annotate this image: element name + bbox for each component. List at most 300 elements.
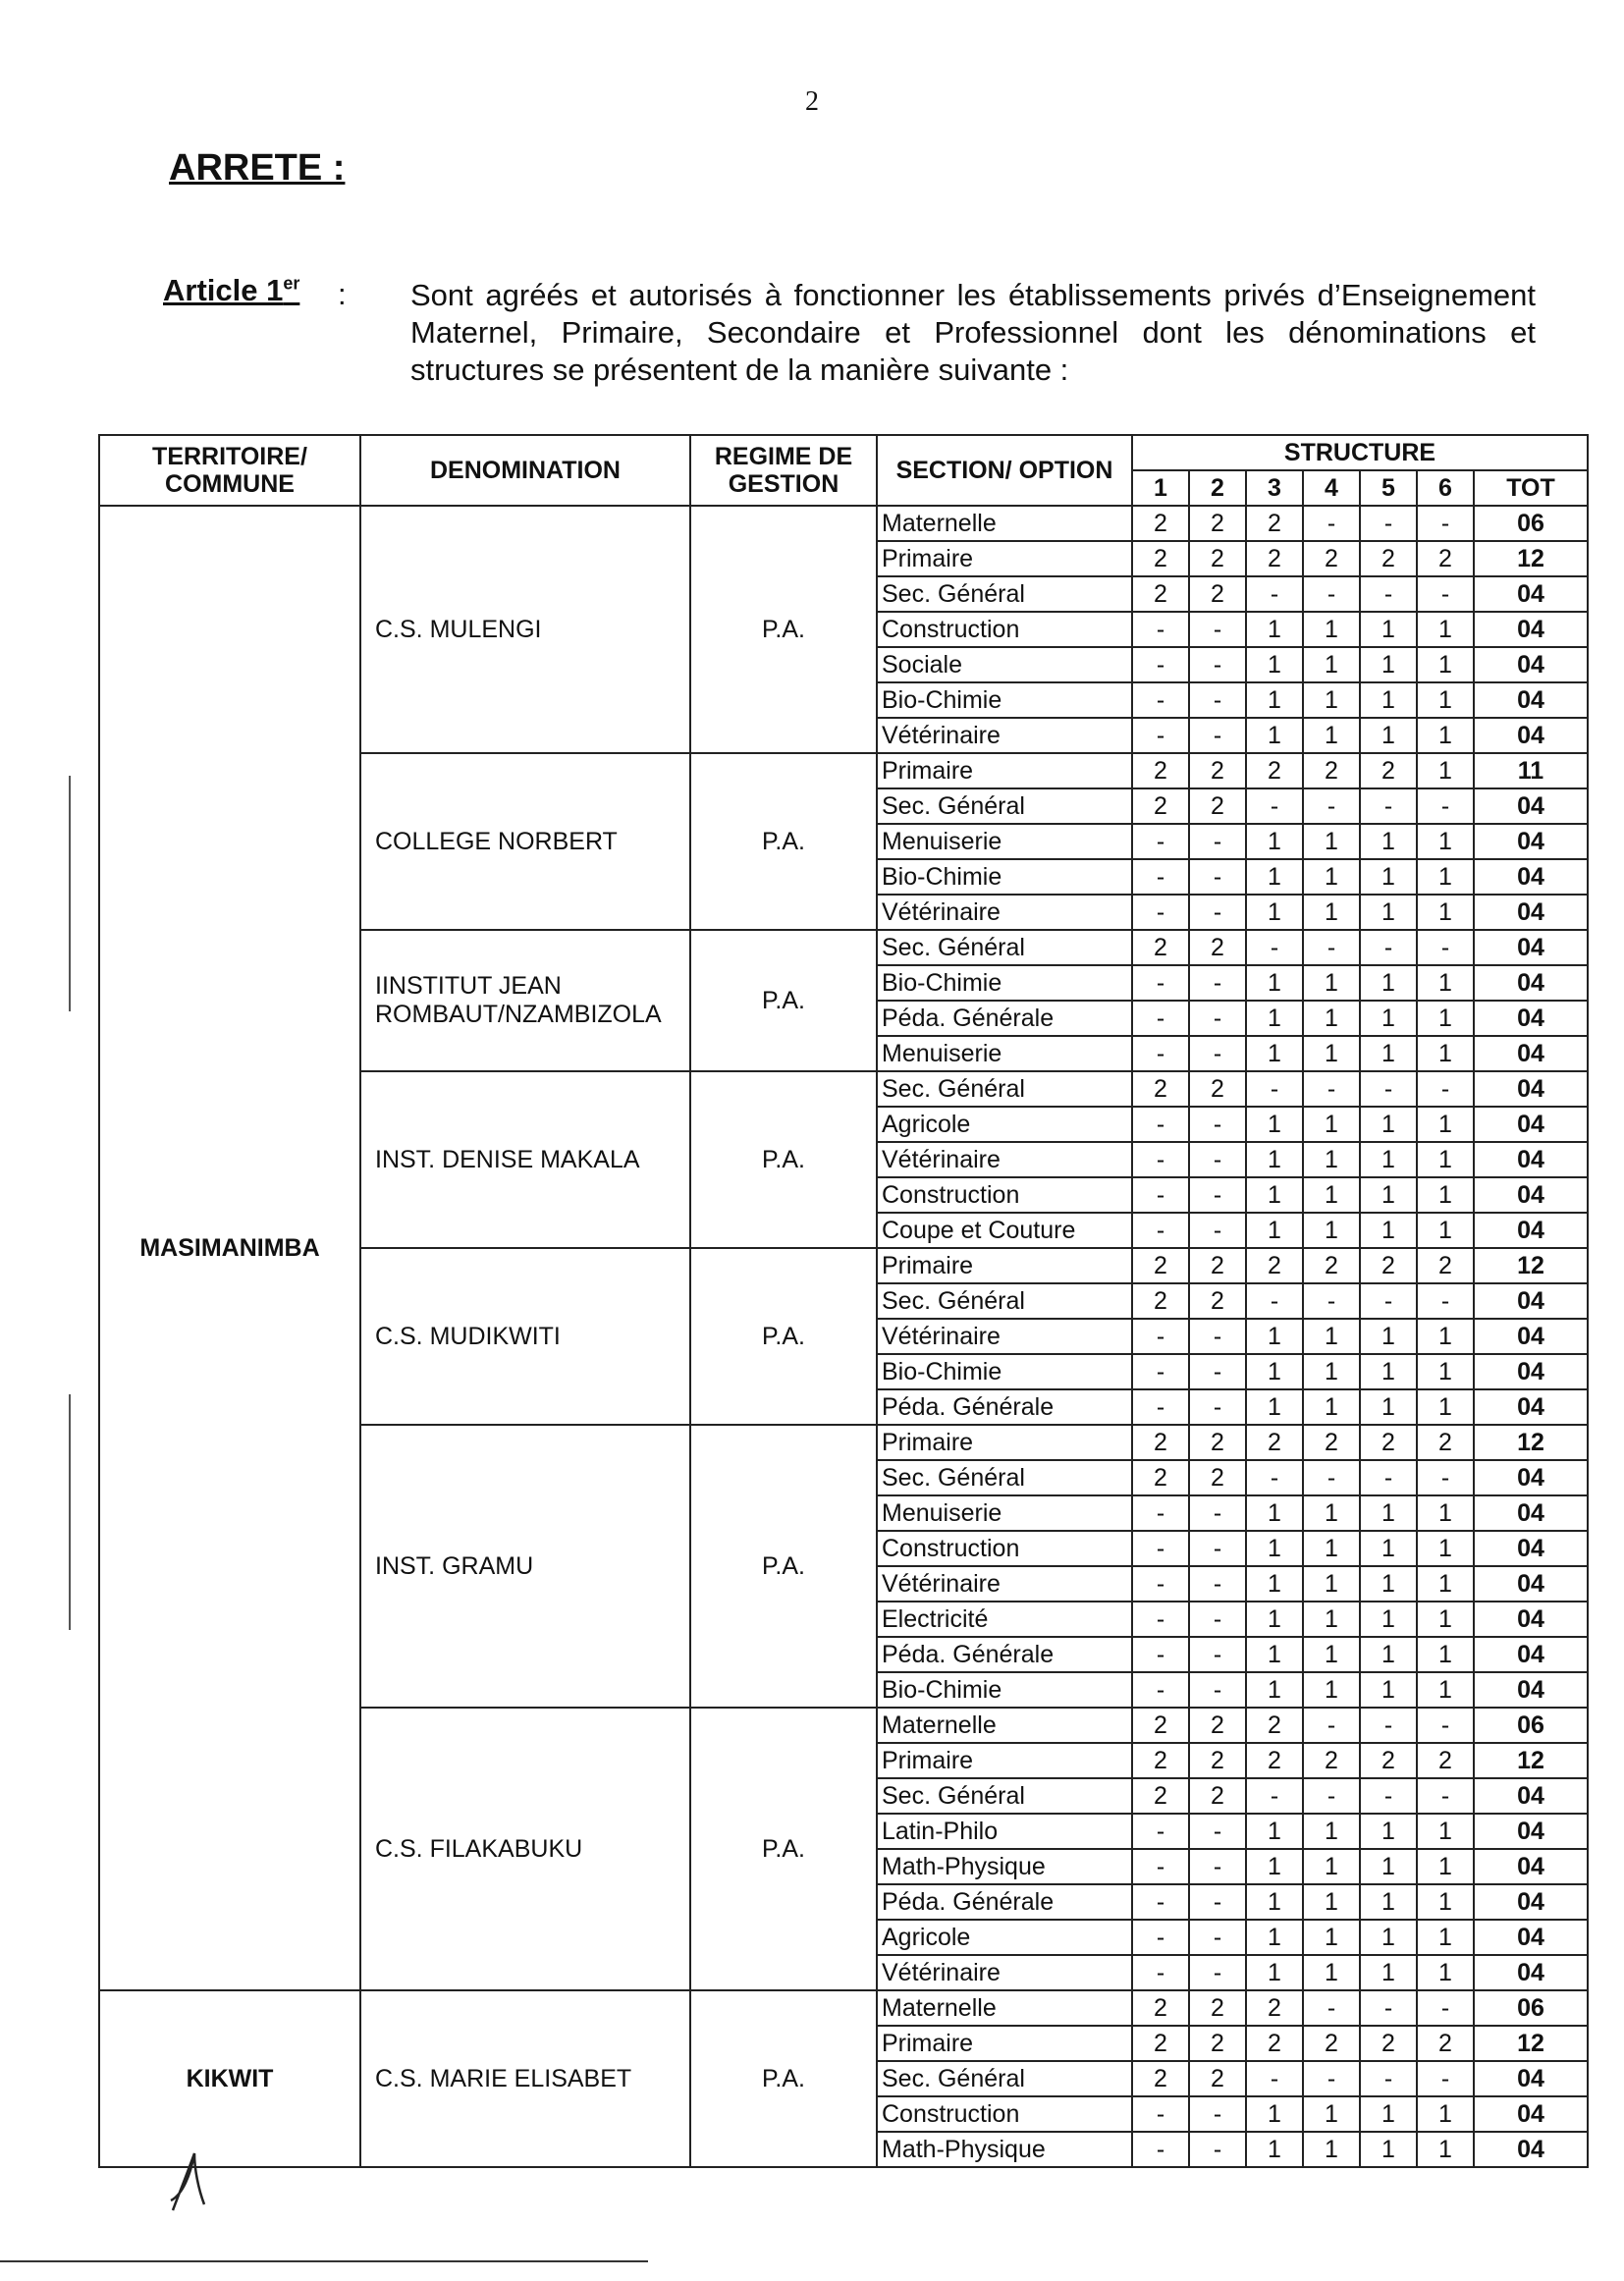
level-1-cell: - [1132, 1354, 1189, 1389]
level-3-cell: 1 [1246, 965, 1303, 1001]
section-cell: Construction [877, 612, 1132, 647]
section-cell: Latin-Philo [877, 1814, 1132, 1849]
level-1-cell: - [1132, 1001, 1189, 1036]
level-1-cell: - [1132, 824, 1189, 859]
level-6-cell: - [1417, 506, 1474, 541]
level-6-cell: - [1417, 1778, 1474, 1814]
section-cell: Bio-Chimie [877, 1354, 1132, 1389]
level-5-cell: 2 [1360, 1248, 1417, 1283]
level-3-cell: 1 [1246, 647, 1303, 682]
section-cell: Péda. Générale [877, 1001, 1132, 1036]
regime-cell: P.A. [690, 506, 877, 753]
level-1-cell: - [1132, 895, 1189, 930]
level-1-cell: 2 [1132, 541, 1189, 576]
section-cell: Sec. Général [877, 576, 1132, 612]
total-cell: 12 [1474, 1743, 1588, 1778]
level-5-cell: 1 [1360, 1672, 1417, 1708]
level-5-cell: 1 [1360, 612, 1417, 647]
level-5-cell: 1 [1360, 1354, 1417, 1389]
level-5-cell: 1 [1360, 1531, 1417, 1566]
level-5-cell: 1 [1360, 1036, 1417, 1071]
section-cell: Péda. Générale [877, 1884, 1132, 1920]
level-6-cell: - [1417, 1071, 1474, 1107]
section-cell: Construction [877, 1177, 1132, 1213]
section-cell: Vétérinaire [877, 718, 1132, 753]
level-2-cell: 2 [1189, 541, 1246, 576]
total-cell: 04 [1474, 1036, 1588, 1071]
level-1-cell: 2 [1132, 1248, 1189, 1283]
level-3-cell: 1 [1246, 1531, 1303, 1566]
header-level-2: 2 [1189, 470, 1246, 506]
total-cell: 04 [1474, 1213, 1588, 1248]
level-6-cell: 1 [1417, 1955, 1474, 1990]
total-cell: 12 [1474, 2026, 1588, 2061]
table-row [99, 506, 1588, 541]
section-cell: Math-Physique [877, 1849, 1132, 1884]
level-1-cell: 2 [1132, 1283, 1189, 1319]
level-3-cell: 2 [1246, 1708, 1303, 1743]
level-1-cell: - [1132, 2096, 1189, 2132]
total-cell: 06 [1474, 506, 1588, 541]
level-1-cell: 2 [1132, 1778, 1189, 1814]
level-5-cell: - [1360, 1778, 1417, 1814]
level-2-cell: - [1189, 1955, 1246, 1990]
section-cell: Maternelle [877, 506, 1132, 541]
level-5-cell: 1 [1360, 859, 1417, 895]
level-6-cell: 1 [1417, 1177, 1474, 1213]
level-5-cell: 2 [1360, 1743, 1417, 1778]
header-regime: REGIME DE GESTION [690, 435, 877, 506]
level-2-cell: - [1189, 2132, 1246, 2167]
level-3-cell: 1 [1246, 1566, 1303, 1602]
level-3-cell: - [1246, 788, 1303, 824]
level-5-cell: 2 [1360, 2026, 1417, 2061]
section-cell: Sec. Général [877, 788, 1132, 824]
level-4-cell: 2 [1303, 1425, 1360, 1460]
level-6-cell: 1 [1417, 612, 1474, 647]
level-3-cell: 1 [1246, 1107, 1303, 1142]
level-2-cell: 2 [1189, 788, 1246, 824]
total-cell: 04 [1474, 2096, 1588, 2132]
level-1-cell: - [1132, 859, 1189, 895]
level-3-cell: - [1246, 2061, 1303, 2096]
level-3-cell: 2 [1246, 1248, 1303, 1283]
level-3-cell: 1 [1246, 1495, 1303, 1531]
level-1-cell: 2 [1132, 753, 1189, 788]
total-cell: 04 [1474, 1001, 1588, 1036]
denomination-cell: C.S. MUDIKWITI [360, 1248, 690, 1425]
level-6-cell: 1 [1417, 1213, 1474, 1248]
section-cell: Péda. Générale [877, 1389, 1132, 1425]
level-2-cell: - [1189, 1319, 1246, 1354]
level-5-cell: 1 [1360, 1001, 1417, 1036]
level-3-cell: - [1246, 1778, 1303, 1814]
section-cell: Primaire [877, 1743, 1132, 1778]
level-5-cell: - [1360, 506, 1417, 541]
level-1-cell: - [1132, 1602, 1189, 1637]
level-3-cell: 1 [1246, 2132, 1303, 2167]
total-cell: 04 [1474, 1637, 1588, 1672]
level-4-cell: 1 [1303, 1213, 1360, 1248]
level-2-cell: - [1189, 895, 1246, 930]
level-3-cell: 2 [1246, 541, 1303, 576]
level-3-cell: 1 [1246, 1602, 1303, 1637]
level-6-cell: - [1417, 576, 1474, 612]
level-1-cell: - [1132, 1531, 1189, 1566]
level-3-cell: 1 [1246, 612, 1303, 647]
total-cell: 04 [1474, 718, 1588, 753]
section-cell: Primaire [877, 1425, 1132, 1460]
section-cell: Vétérinaire [877, 895, 1132, 930]
level-6-cell: 1 [1417, 682, 1474, 718]
article-label [163, 273, 299, 308]
total-cell: 12 [1474, 1248, 1588, 1283]
total-cell: 04 [1474, 1920, 1588, 1955]
level-2-cell: 2 [1189, 1071, 1246, 1107]
article-label-sup: er [283, 273, 300, 294]
level-6-cell: 1 [1417, 1637, 1474, 1672]
section-cell: Menuiserie [877, 1495, 1132, 1531]
level-3-cell: 1 [1246, 1637, 1303, 1672]
level-4-cell: 1 [1303, 647, 1360, 682]
level-2-cell: - [1189, 1884, 1246, 1920]
total-cell: 04 [1474, 930, 1588, 965]
level-6-cell: 1 [1417, 859, 1474, 895]
section-cell: Vétérinaire [877, 1319, 1132, 1354]
header-section: SECTION/ OPTION [877, 435, 1132, 506]
section-cell: Primaire [877, 753, 1132, 788]
regime-cell: P.A. [690, 1990, 877, 2167]
level-4-cell: 1 [1303, 895, 1360, 930]
level-5-cell: 1 [1360, 1177, 1417, 1213]
section-cell: Agricole [877, 1107, 1132, 1142]
level-4-cell: 1 [1303, 1354, 1360, 1389]
level-5-cell: 1 [1360, 647, 1417, 682]
regime-cell: P.A. [690, 930, 877, 1071]
level-6-cell: 1 [1417, 1389, 1474, 1425]
total-cell: 04 [1474, 1955, 1588, 1990]
level-2-cell: - [1189, 1213, 1246, 1248]
level-2-cell: 2 [1189, 1743, 1246, 1778]
level-5-cell: - [1360, 1990, 1417, 2026]
level-6-cell: 1 [1417, 647, 1474, 682]
level-6-cell: 1 [1417, 718, 1474, 753]
total-cell: 04 [1474, 1531, 1588, 1566]
level-6-cell: - [1417, 930, 1474, 965]
level-4-cell: 1 [1303, 1389, 1360, 1425]
level-2-cell: - [1189, 1001, 1246, 1036]
level-1-cell: 2 [1132, 1708, 1189, 1743]
total-cell: 04 [1474, 824, 1588, 859]
level-4-cell: 1 [1303, 824, 1360, 859]
total-cell: 04 [1474, 1884, 1588, 1920]
level-1-cell: 2 [1132, 930, 1189, 965]
denomination-cell: COLLEGE NORBERT [360, 753, 690, 930]
level-4-cell: 1 [1303, 1036, 1360, 1071]
section-cell: Péda. Générale [877, 1637, 1132, 1672]
section-cell: Sec. Général [877, 1071, 1132, 1107]
table-body [99, 506, 1588, 2167]
section-cell: Primaire [877, 2026, 1132, 2061]
level-6-cell: 2 [1417, 2026, 1474, 2061]
level-1-cell: - [1132, 1389, 1189, 1425]
level-3-cell: 2 [1246, 753, 1303, 788]
total-cell: 04 [1474, 1602, 1588, 1637]
level-6-cell: - [1417, 1283, 1474, 1319]
header-territoire: TERRITOIRE/ COMMUNE [99, 435, 360, 506]
level-6-cell: 1 [1417, 753, 1474, 788]
regime-cell: P.A. [690, 1071, 877, 1248]
level-5-cell: 1 [1360, 895, 1417, 930]
level-4-cell: - [1303, 1708, 1360, 1743]
denomination-cell: INST. GRAMU [360, 1425, 690, 1708]
level-5-cell: 1 [1360, 2096, 1417, 2132]
level-2-cell: - [1189, 1389, 1246, 1425]
level-5-cell: 1 [1360, 1884, 1417, 1920]
level-5-cell: 1 [1360, 1495, 1417, 1531]
level-6-cell: 1 [1417, 1814, 1474, 1849]
level-3-cell: - [1246, 1460, 1303, 1495]
level-5-cell: 1 [1360, 1849, 1417, 1884]
level-3-cell: 1 [1246, 1213, 1303, 1248]
level-3-cell: - [1246, 576, 1303, 612]
level-4-cell: 1 [1303, 1955, 1360, 1990]
level-4-cell: 1 [1303, 1637, 1360, 1672]
section-cell: Construction [877, 1531, 1132, 1566]
total-cell: 04 [1474, 647, 1588, 682]
signature-mark [165, 2145, 224, 2214]
level-3-cell: 1 [1246, 859, 1303, 895]
level-4-cell: 1 [1303, 1920, 1360, 1955]
level-6-cell: 1 [1417, 1036, 1474, 1071]
level-1-cell: 2 [1132, 1743, 1189, 1778]
level-3-cell: 2 [1246, 2026, 1303, 2061]
level-6-cell: - [1417, 1990, 1474, 2026]
page-number: 2 [805, 86, 819, 117]
header-level-5: 5 [1360, 470, 1417, 506]
section-cell: Coupe et Couture [877, 1213, 1132, 1248]
level-1-cell: - [1132, 965, 1189, 1001]
level-1-cell: 2 [1132, 576, 1189, 612]
level-2-cell: 2 [1189, 1248, 1246, 1283]
header-level-1: 1 [1132, 470, 1189, 506]
section-cell: Bio-Chimie [877, 859, 1132, 895]
level-1-cell: - [1132, 1495, 1189, 1531]
level-1-cell: 2 [1132, 2061, 1189, 2096]
level-1-cell: - [1132, 612, 1189, 647]
level-5-cell: 1 [1360, 1319, 1417, 1354]
level-1-cell: - [1132, 1955, 1189, 1990]
level-5-cell: - [1360, 1071, 1417, 1107]
level-4-cell: - [1303, 788, 1360, 824]
regime-cell: P.A. [690, 1425, 877, 1708]
level-4-cell: 1 [1303, 2132, 1360, 2167]
section-cell: Menuiserie [877, 1036, 1132, 1071]
level-3-cell: - [1246, 930, 1303, 965]
level-4-cell: 1 [1303, 1319, 1360, 1354]
section-cell: Sociale [877, 647, 1132, 682]
level-1-cell: - [1132, 718, 1189, 753]
level-6-cell: 2 [1417, 541, 1474, 576]
table-row [99, 1990, 1588, 2026]
level-3-cell: 1 [1246, 718, 1303, 753]
level-5-cell: - [1360, 788, 1417, 824]
heading-arrete: ARRETE : [169, 147, 346, 189]
total-cell: 04 [1474, 1177, 1588, 1213]
total-cell: 04 [1474, 1814, 1588, 1849]
article-text: Sont agréés et autorisés à fonctionner les établissements privés d’Enseignement Maternel, Primaire, Secondaire et Professionnel dont les dénominations et structures se présentent de la manière suivante : [410, 278, 1536, 387]
section-cell: Vétérinaire [877, 1955, 1132, 1990]
level-3-cell: 2 [1246, 506, 1303, 541]
level-3-cell: 1 [1246, 1920, 1303, 1955]
level-6-cell: 1 [1417, 1319, 1474, 1354]
level-1-cell: - [1132, 1672, 1189, 1708]
level-6-cell: 1 [1417, 1354, 1474, 1389]
level-1-cell: - [1132, 1319, 1189, 1354]
level-4-cell: - [1303, 576, 1360, 612]
level-2-cell: - [1189, 2096, 1246, 2132]
section-cell: Sec. Général [877, 2061, 1132, 2096]
level-6-cell: 1 [1417, 1602, 1474, 1637]
level-6-cell: 1 [1417, 1107, 1474, 1142]
level-2-cell: - [1189, 647, 1246, 682]
level-5-cell: 1 [1360, 965, 1417, 1001]
level-5-cell: 1 [1360, 1566, 1417, 1602]
level-1-cell: - [1132, 647, 1189, 682]
schools-table [98, 434, 1589, 2168]
level-6-cell: - [1417, 2061, 1474, 2096]
section-cell: Bio-Chimie [877, 965, 1132, 1001]
level-4-cell: 1 [1303, 1849, 1360, 1884]
level-4-cell: 1 [1303, 1602, 1360, 1637]
level-1-cell: - [1132, 1814, 1189, 1849]
section-cell: Maternelle [877, 1708, 1132, 1743]
level-1-cell: - [1132, 1849, 1189, 1884]
level-1-cell: 2 [1132, 2026, 1189, 2061]
total-cell: 06 [1474, 1708, 1588, 1743]
section-cell: Agricole [877, 1920, 1132, 1955]
level-2-cell: - [1189, 1036, 1246, 1071]
level-3-cell: 1 [1246, 1884, 1303, 1920]
level-3-cell: 1 [1246, 1814, 1303, 1849]
total-cell: 04 [1474, 2132, 1588, 2167]
level-4-cell: 1 [1303, 1107, 1360, 1142]
level-2-cell: 2 [1189, 930, 1246, 965]
level-4-cell: 1 [1303, 1814, 1360, 1849]
level-2-cell: - [1189, 1672, 1246, 1708]
level-3-cell: 1 [1246, 1319, 1303, 1354]
level-2-cell: - [1189, 824, 1246, 859]
level-3-cell: 1 [1246, 1849, 1303, 1884]
total-cell: 04 [1474, 1107, 1588, 1142]
level-5-cell: 1 [1360, 1107, 1417, 1142]
total-cell: 04 [1474, 576, 1588, 612]
denomination-cell: IINSTITUT JEAN ROMBAUT/NZAMBIZOLA [360, 930, 690, 1071]
level-2-cell: - [1189, 1602, 1246, 1637]
total-cell: 04 [1474, 859, 1588, 895]
level-6-cell: 2 [1417, 1248, 1474, 1283]
level-3-cell: 2 [1246, 1990, 1303, 2026]
total-cell: 12 [1474, 541, 1588, 576]
level-2-cell: - [1189, 1107, 1246, 1142]
level-4-cell: - [1303, 1283, 1360, 1319]
level-6-cell: 1 [1417, 1884, 1474, 1920]
level-1-cell: 2 [1132, 1990, 1189, 2026]
level-3-cell: 1 [1246, 1001, 1303, 1036]
level-4-cell: 1 [1303, 1177, 1360, 1213]
total-cell: 04 [1474, 1566, 1588, 1602]
level-1-cell: 2 [1132, 788, 1189, 824]
level-2-cell: - [1189, 1142, 1246, 1177]
level-4-cell: 1 [1303, 1531, 1360, 1566]
total-cell: 11 [1474, 753, 1588, 788]
level-5-cell: - [1360, 1283, 1417, 1319]
level-5-cell: 1 [1360, 1920, 1417, 1955]
level-5-cell: 1 [1360, 682, 1417, 718]
total-cell: 04 [1474, 1354, 1588, 1389]
level-2-cell: - [1189, 965, 1246, 1001]
section-cell: Bio-Chimie [877, 1672, 1132, 1708]
total-cell: 04 [1474, 1389, 1588, 1425]
level-6-cell: - [1417, 1460, 1474, 1495]
level-3-cell: 1 [1246, 1955, 1303, 1990]
level-4-cell: 2 [1303, 541, 1360, 576]
level-4-cell: - [1303, 506, 1360, 541]
total-cell: 04 [1474, 1672, 1588, 1708]
level-3-cell: - [1246, 1071, 1303, 1107]
total-cell: 04 [1474, 682, 1588, 718]
territoire-cell: KIKWIT [99, 1990, 360, 2167]
level-3-cell: 1 [1246, 1389, 1303, 1425]
level-5-cell: 1 [1360, 1602, 1417, 1637]
level-2-cell: 2 [1189, 1283, 1246, 1319]
level-1-cell: - [1132, 1566, 1189, 1602]
section-cell: Electricité [877, 1602, 1132, 1637]
level-5-cell: 1 [1360, 824, 1417, 859]
denomination-cell: INST. DENISE MAKALA [360, 1071, 690, 1248]
level-4-cell: 1 [1303, 1001, 1360, 1036]
total-cell: 04 [1474, 612, 1588, 647]
level-2-cell: 2 [1189, 2061, 1246, 2096]
total-cell: 04 [1474, 895, 1588, 930]
level-6-cell: 2 [1417, 1425, 1474, 1460]
level-4-cell: 2 [1303, 2026, 1360, 2061]
level-6-cell: 1 [1417, 1672, 1474, 1708]
level-4-cell: - [1303, 1460, 1360, 1495]
total-cell: 04 [1474, 1778, 1588, 1814]
level-2-cell: - [1189, 1354, 1246, 1389]
header-level-6: 6 [1417, 470, 1474, 506]
section-cell: Math-Physique [877, 2132, 1132, 2167]
level-5-cell: 1 [1360, 1955, 1417, 1990]
regime-cell: P.A. [690, 1248, 877, 1425]
level-4-cell: 1 [1303, 612, 1360, 647]
section-cell: Vétérinaire [877, 1566, 1132, 1602]
level-2-cell: 2 [1189, 753, 1246, 788]
section-cell: Sec. Général [877, 1283, 1132, 1319]
level-4-cell: 1 [1303, 965, 1360, 1001]
section-cell: Sec. Général [877, 1778, 1132, 1814]
level-2-cell: - [1189, 612, 1246, 647]
level-4-cell: 1 [1303, 682, 1360, 718]
total-cell: 12 [1474, 1425, 1588, 1460]
level-2-cell: - [1189, 859, 1246, 895]
level-1-cell: - [1132, 1213, 1189, 1248]
level-5-cell: 1 [1360, 1637, 1417, 1672]
level-2-cell: - [1189, 718, 1246, 753]
level-4-cell: 1 [1303, 1142, 1360, 1177]
level-3-cell: - [1246, 1283, 1303, 1319]
